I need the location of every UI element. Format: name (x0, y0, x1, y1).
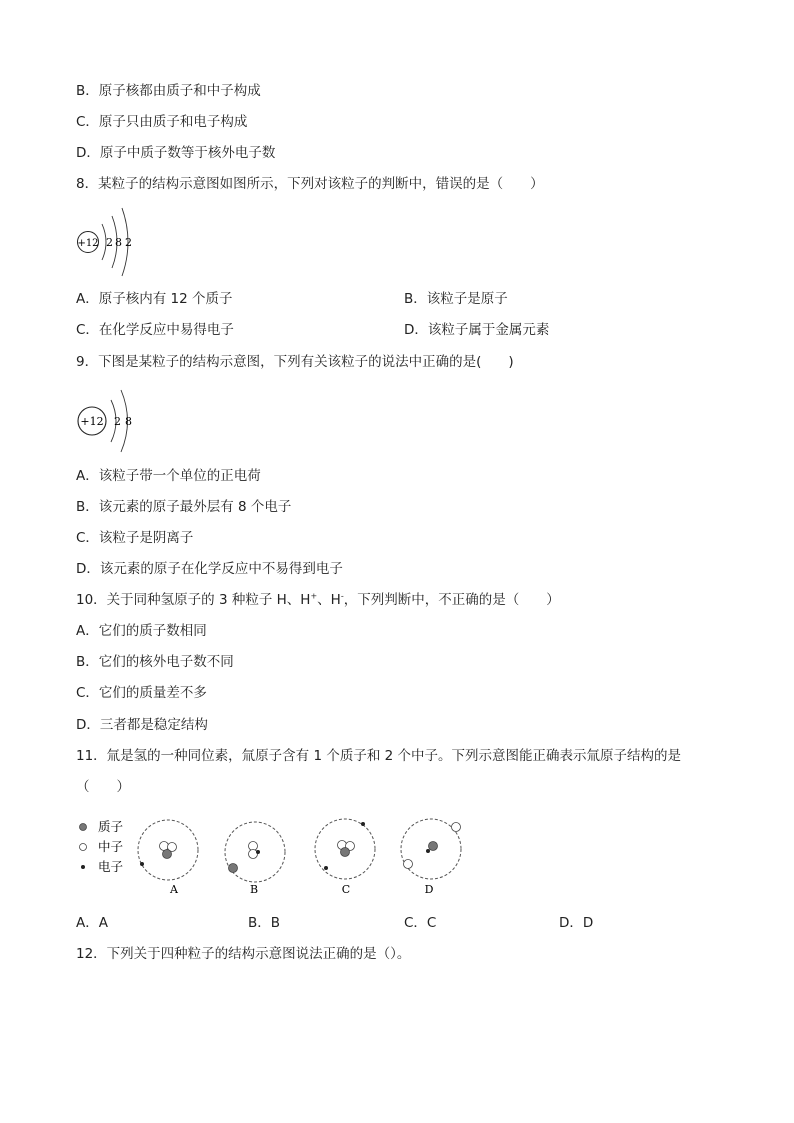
q9-option-b: B．该元素的原子最外层有 8 个电子 (76, 499, 292, 515)
q11-option-c: C．C (404, 915, 437, 931)
q8-shell-1: 2 (106, 236, 113, 249)
q11-option-b: B．B (248, 915, 281, 931)
q9-option-c: C．该粒子是阴离子 (76, 530, 194, 546)
q11-option-d: D．D (559, 915, 594, 931)
diagram-b-label: B (249, 883, 259, 896)
q8-option-a: A．原子核内有 12 个质子 (76, 291, 233, 307)
legend-neutron-label: 中子 (98, 839, 124, 854)
q8-option-b: B．该粒子是原子 (404, 291, 508, 307)
q8-shell-3: 2 (125, 236, 132, 249)
q10-option-b: B．它们的核外电子数不同 (76, 654, 234, 670)
q11-paren: （ ） (76, 779, 130, 795)
q7-option-d: D．原子中质子数等于核外电子数 (76, 145, 276, 161)
legend-electron-label: 电子 (98, 859, 124, 874)
diagram-a (138, 820, 198, 896)
q8-shell-2: 8 (115, 236, 122, 249)
q9-option-d: D．该元素的原子在化学反应中不易得到电子 (76, 561, 343, 577)
q9-shell-1: 2 (114, 415, 121, 428)
q8-option-d: D．该粒子属于金属元素 (404, 322, 550, 338)
q11-option-a: A．A (76, 915, 108, 931)
diagram-a-label: A (170, 883, 178, 896)
q9-stem: 9．下图是某粒子的结构示意图，下列有关该粒子的说法中正确的是( ) (76, 354, 514, 370)
diagram-c-label: C (341, 883, 351, 896)
q9-nucleus-label: +12 (80, 415, 104, 428)
q9-shell-2: 8 (125, 415, 132, 428)
legend-neutron-icon (80, 844, 87, 851)
diagram-b (225, 822, 285, 896)
q7-option-b: B．原子核都由质子和中子构成 (76, 83, 261, 99)
q9-option-a: A．该粒子带一个单位的正电荷 (76, 468, 261, 484)
q8-stem: 8．某粒子的结构示意图如图所示，下列对该粒子的判断中，错误的是（ ） (76, 176, 544, 192)
diagram-c (315, 819, 375, 896)
q10-option-c: C．它们的质量差不多 (76, 685, 207, 701)
q10-stem: 10．关于同种氢原子的 3 种粒子 H、H+、H-，下列判断中，不正确的是（ ） (76, 591, 560, 608)
q11-figure (76, 812, 476, 902)
q10-option-a: A．它们的质子数相同 (76, 623, 207, 639)
legend-proton-label: 质子 (98, 819, 124, 834)
q12-stem: 12．下列关于四种粒子的结构示意图说法正确的是（）。 (76, 946, 411, 962)
q11-stem: 11．氚是氢的一种同位素，氚原子含有 1 个质子和 2 个中子。下列示意图能正确表示氚原子结构的是 (76, 748, 682, 764)
q9-atom-diagram (76, 384, 146, 460)
legend-electron-icon (81, 865, 85, 869)
q8-option-c: C．在化学反应中易得电子 (76, 322, 234, 338)
q8-nucleus-label: +12 (77, 238, 99, 249)
diagram-d (401, 819, 461, 896)
legend-proton-icon (80, 824, 87, 831)
q10-option-d: D．三者都是稳定结构 (76, 717, 208, 733)
diagram-d-label: D (424, 883, 434, 896)
q8-atom-diagram (76, 204, 146, 280)
q7-option-c: C．原子只由质子和电子构成 (76, 114, 248, 130)
